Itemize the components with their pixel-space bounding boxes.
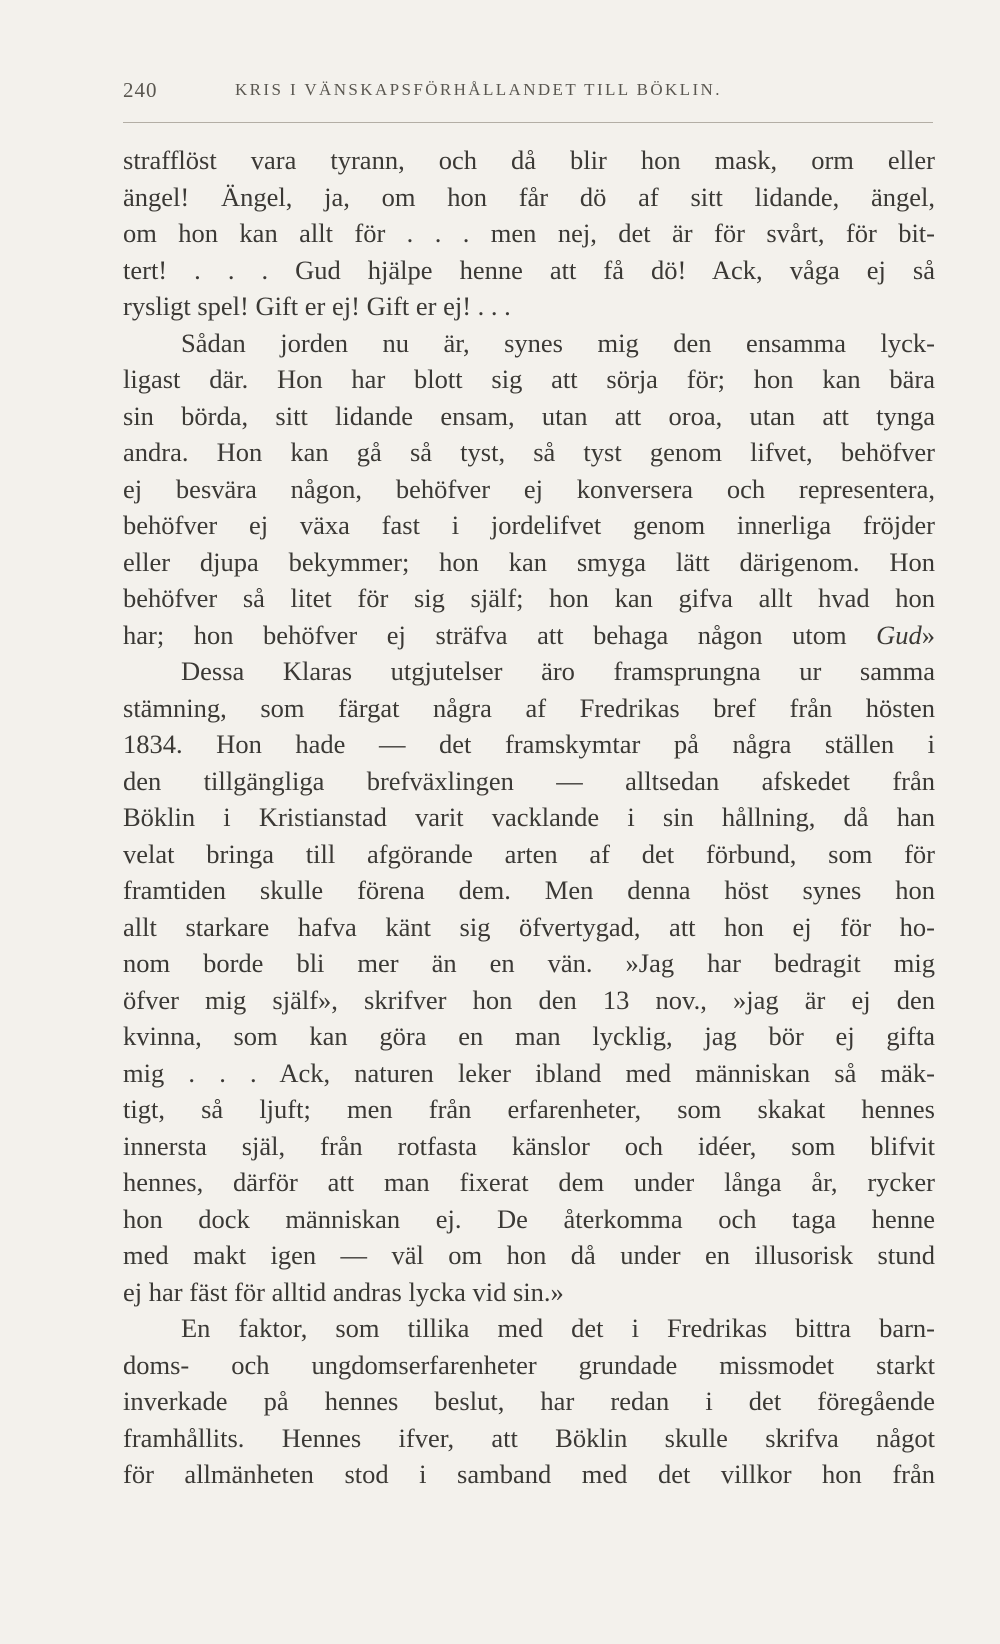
text-line: Böklin i Kristianstad varit vacklande i sin hållning, då han xyxy=(123,802,935,832)
paragraph-start-line: En faktor, som tillika med det i Fredrikas bittra barn- xyxy=(181,1313,935,1343)
text-line: hennes, därför att man fixerat dem under långa år, rycker xyxy=(123,1167,935,1197)
text-line: mig . . . Ack, naturen leker ibland med människan så mäk- xyxy=(123,1057,935,1088)
text-line: ej har fäst för alltid andras lycka vid sin.» xyxy=(123,1276,564,1307)
italic-word: Gud xyxy=(876,619,922,650)
paragraph-start-line: Dessa Klaras utgjutelser äro framsprungna ur samma xyxy=(181,656,935,686)
text-line: framtiden skulle förena dem. Men denna höst synes hon xyxy=(123,875,935,905)
body-text xyxy=(123,142,935,1493)
text-line: behöfver så litet för sig själf; hon kan gifva allt hvad hon xyxy=(123,583,935,613)
running-head: KRIS I VÄNSKAPSFÖRHÅLLANDET TILL BÖKLIN. xyxy=(235,80,722,99)
text-line: velat bringa till afgörande arten af det förbund, som för xyxy=(123,838,935,869)
text-line: strafflöst vara tyrann, och då blir hon mask, orm eller xyxy=(123,145,935,175)
text-line: innersta själ, från rotfasta känslor och idéer, som blifvit xyxy=(123,1130,935,1161)
page-header xyxy=(123,78,933,108)
text-line-with-italic xyxy=(123,617,935,654)
text-line: öfver mig själf», skrifver hon den 13 nov., »jag är ej den xyxy=(123,984,935,1015)
text-line: ängel! Ängel, ja, om hon får dö af sitt lidande, ängel, xyxy=(123,181,935,212)
text-line: rysligt spel! Gift er ej! Gift er ej! . . . xyxy=(123,291,511,321)
text-line-content: har; hon behöfver ej sträfva att behaga någon utom xyxy=(123,619,847,650)
text-line: sin börda, sitt lidande ensam, utan att oroa, utan att tynga xyxy=(123,400,935,431)
text-line: ej besvära någon, behöfver ej konversera och representera, xyxy=(123,473,935,504)
text-line: eller djupa bekymmer; hon kan smyga lätt därigenom. Hon xyxy=(123,546,935,577)
text-line: den tillgängliga brefväxlingen — alltsedan afskedet från xyxy=(123,765,935,796)
text-line: om hon kan allt för . . . men nej, det är för svårt, för bit- xyxy=(123,218,935,248)
text-line: 1834. Hon hade — det framskymtar på några ställen i xyxy=(123,729,935,759)
text-line: tert! . . . Gud hjälpe henne att få dö! Ack, våga ej så xyxy=(123,254,935,285)
text-line: allt starkare hafva känt sig öfvertygad, att hon ej för ho- xyxy=(123,911,935,942)
page-number: 240 xyxy=(123,78,158,102)
text-line: framhållits. Hennes ifver, att Böklin skulle skrifva något xyxy=(123,1422,935,1453)
text-line: med makt igen — väl om hon då under en illusorisk stund xyxy=(123,1240,935,1270)
text-line: doms- och ungdomserfarenheter grundade missmodet starkt xyxy=(123,1349,935,1380)
paragraph-start-line: Sådan jorden nu är, synes mig den ensamma lyck- xyxy=(181,327,935,358)
text-line: tigt, så ljuft; men från erfarenheter, som skakat hennes xyxy=(123,1094,935,1124)
text-line: hon dock människan ej. De återkomma och taga henne xyxy=(123,1203,935,1234)
text-line: ligast där. Hon har blott sig att sörja för; hon kan bära xyxy=(123,364,935,394)
text-line: andra. Hon kan gå så tyst, så tyst genom lifvet, behöfver xyxy=(123,437,935,467)
text-line: behöfver ej växa fast i jordelifvet genom innerliga fröjder xyxy=(123,510,935,540)
text-line: för allmänheten stod i samband med det villkor hon från xyxy=(123,1459,935,1489)
text-line: nom borde bli mer än en vän. »Jag har bedragit mig xyxy=(123,948,935,978)
text-line: inverkade på hennes beslut, har redan i det föregående xyxy=(123,1386,935,1416)
header-rule xyxy=(123,122,933,123)
text-line: stämning, som färgat några af Fredrikas bref från hösten xyxy=(123,692,935,723)
closing-quote: » xyxy=(921,619,936,650)
text-line: kvinna, som kan göra en man lycklig, jag bör ej gifta xyxy=(123,1021,935,1051)
